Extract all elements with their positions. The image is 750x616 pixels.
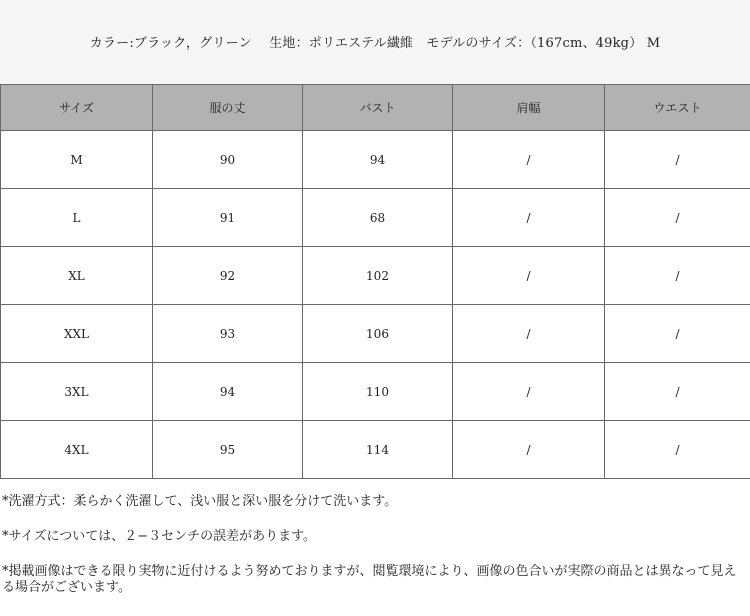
table-cell: / (453, 247, 605, 305)
column-header-length: 服の丈 (153, 85, 303, 131)
product-info-text: カラー:ブラック，グリーン 生地：ポリエステル繊維 モデルのサイズ：（167cm、49kg） M (89, 35, 661, 51)
table-cell: 3XL (1, 363, 153, 421)
table-cell: / (453, 131, 605, 189)
column-header-waist: ウエスト (605, 85, 750, 131)
table-row (1, 189, 750, 247)
table-cell: 91 (153, 189, 303, 247)
table-row (1, 363, 750, 421)
table-header-row (1, 85, 750, 131)
size-chart-table (0, 84, 750, 479)
product-info-header (0, 0, 750, 84)
table-cell: XXL (1, 305, 153, 363)
table-cell: 114 (303, 421, 453, 479)
column-header-shoulder: 肩幅 (453, 85, 605, 131)
table-cell: XL (1, 247, 153, 305)
table-cell: / (605, 247, 750, 305)
washing-note: *洗濯方式：柔らかく洗濯して、浅い服と深い服を分けて洗います。 (2, 494, 398, 509)
table-cell: 94 (303, 131, 453, 189)
table-cell: 102 (303, 247, 453, 305)
table-cell: 90 (153, 131, 303, 189)
table-cell: / (605, 305, 750, 363)
table-cell: 92 (153, 247, 303, 305)
table-cell: / (605, 421, 750, 479)
column-header-bust: バスト (303, 85, 453, 131)
table-cell: L (1, 189, 153, 247)
table-cell: / (453, 363, 605, 421)
color-disclaimer-note: *掲載画像はできる限り実物に近付けるよう努めておりますが、閲覧環境により、画像の色合いが実際の商品とは異なって見える場合がございます。 (2, 564, 737, 595)
table-cell: 68 (303, 189, 453, 247)
table-row (1, 247, 750, 305)
table-cell: 110 (303, 363, 453, 421)
notes-section (2, 494, 748, 596)
table-cell: / (453, 305, 605, 363)
table-cell: / (605, 131, 750, 189)
table-cell: 4XL (1, 421, 153, 479)
table-row (1, 131, 750, 189)
column-header-size: サイズ (1, 85, 153, 131)
table-cell: 93 (153, 305, 303, 363)
table-cell: / (605, 189, 750, 247)
table-row (1, 305, 750, 363)
table-cell: 95 (153, 421, 303, 479)
table-cell: / (453, 189, 605, 247)
table-cell: / (605, 363, 750, 421)
table-cell: M (1, 131, 153, 189)
table-cell: 94 (153, 363, 303, 421)
table-row (1, 421, 750, 479)
table-cell: / (453, 421, 605, 479)
table-cell: 106 (303, 305, 453, 363)
size-error-note: *サイズについては、２−３センチの誤差があります。 (2, 529, 317, 544)
